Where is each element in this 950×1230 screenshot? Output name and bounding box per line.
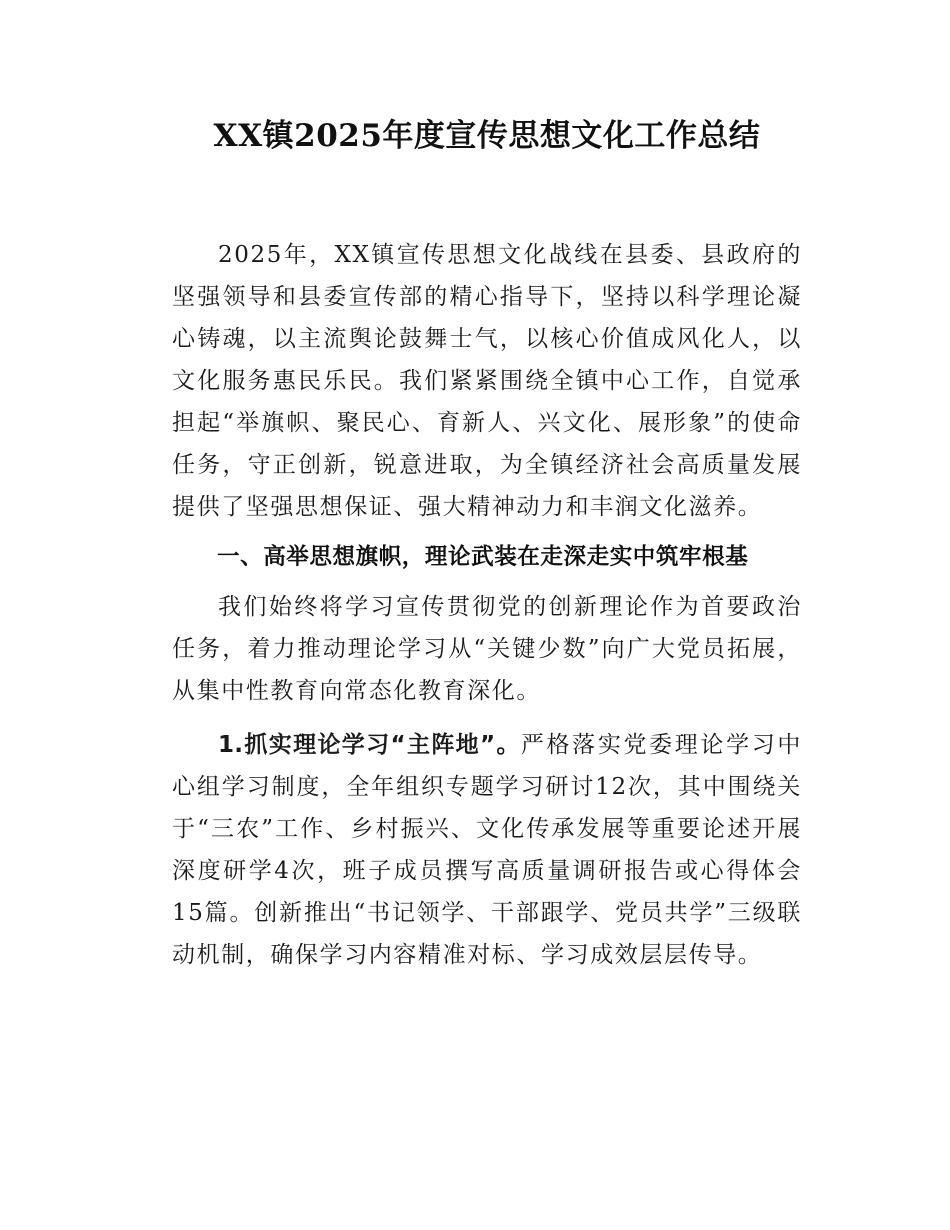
document-page bbox=[172, 110, 802, 976]
section-1-paragraph: 我们始终将学习宣传贯彻党的创新理论作为首要政治任务，着力推动理论学习从“关键少数”向广大党员拓展，从集中性教育向常态化教育深化。 bbox=[172, 594, 802, 704]
section-1-heading: 一、高举思想旗帜，理论武装在走深走实中筑牢根基 bbox=[217, 544, 749, 570]
section-1-item-1 bbox=[172, 724, 802, 976]
intro-paragraph: 2025年，XX镇宣传思想文化战线在县委、县政府的坚强领导和县委宣传部的精心指导下，坚持以科学理论凝心铸魂，以主流舆论鼓舞士气，以核心价值成风化人，以文化服务惠民乐民。我们紧紧围绕全镇中心工作，自觉承担起“举旗帜、聚民心、育新人、兴文化、展形象”的使命任务，守正创新，锐意进取，为全镇经济社会高质量发展提供了坚强思想保证、强大精神动力和丰润文化滋养。 bbox=[172, 242, 802, 520]
item-1-lead: 1.抓实理论学习“主阵地”。 bbox=[218, 732, 521, 758]
item-1-body: 严格落实党委理论学习中心组学习制度，全年组织专题学习研讨12次，其中围绕关于“三农”工作、乡村振兴、文化传承发展等重要论述开展深度研学4次，班子成员撰写高质量调研报告或心得体会15篇。创新推出“书记领学、干部跟学、党员共学”三级联动机制，确保学习内容精准对标、学习成效层层传导。 bbox=[172, 732, 802, 968]
document-title: XX镇2025年度宣传思想文化工作总结 bbox=[213, 118, 761, 154]
